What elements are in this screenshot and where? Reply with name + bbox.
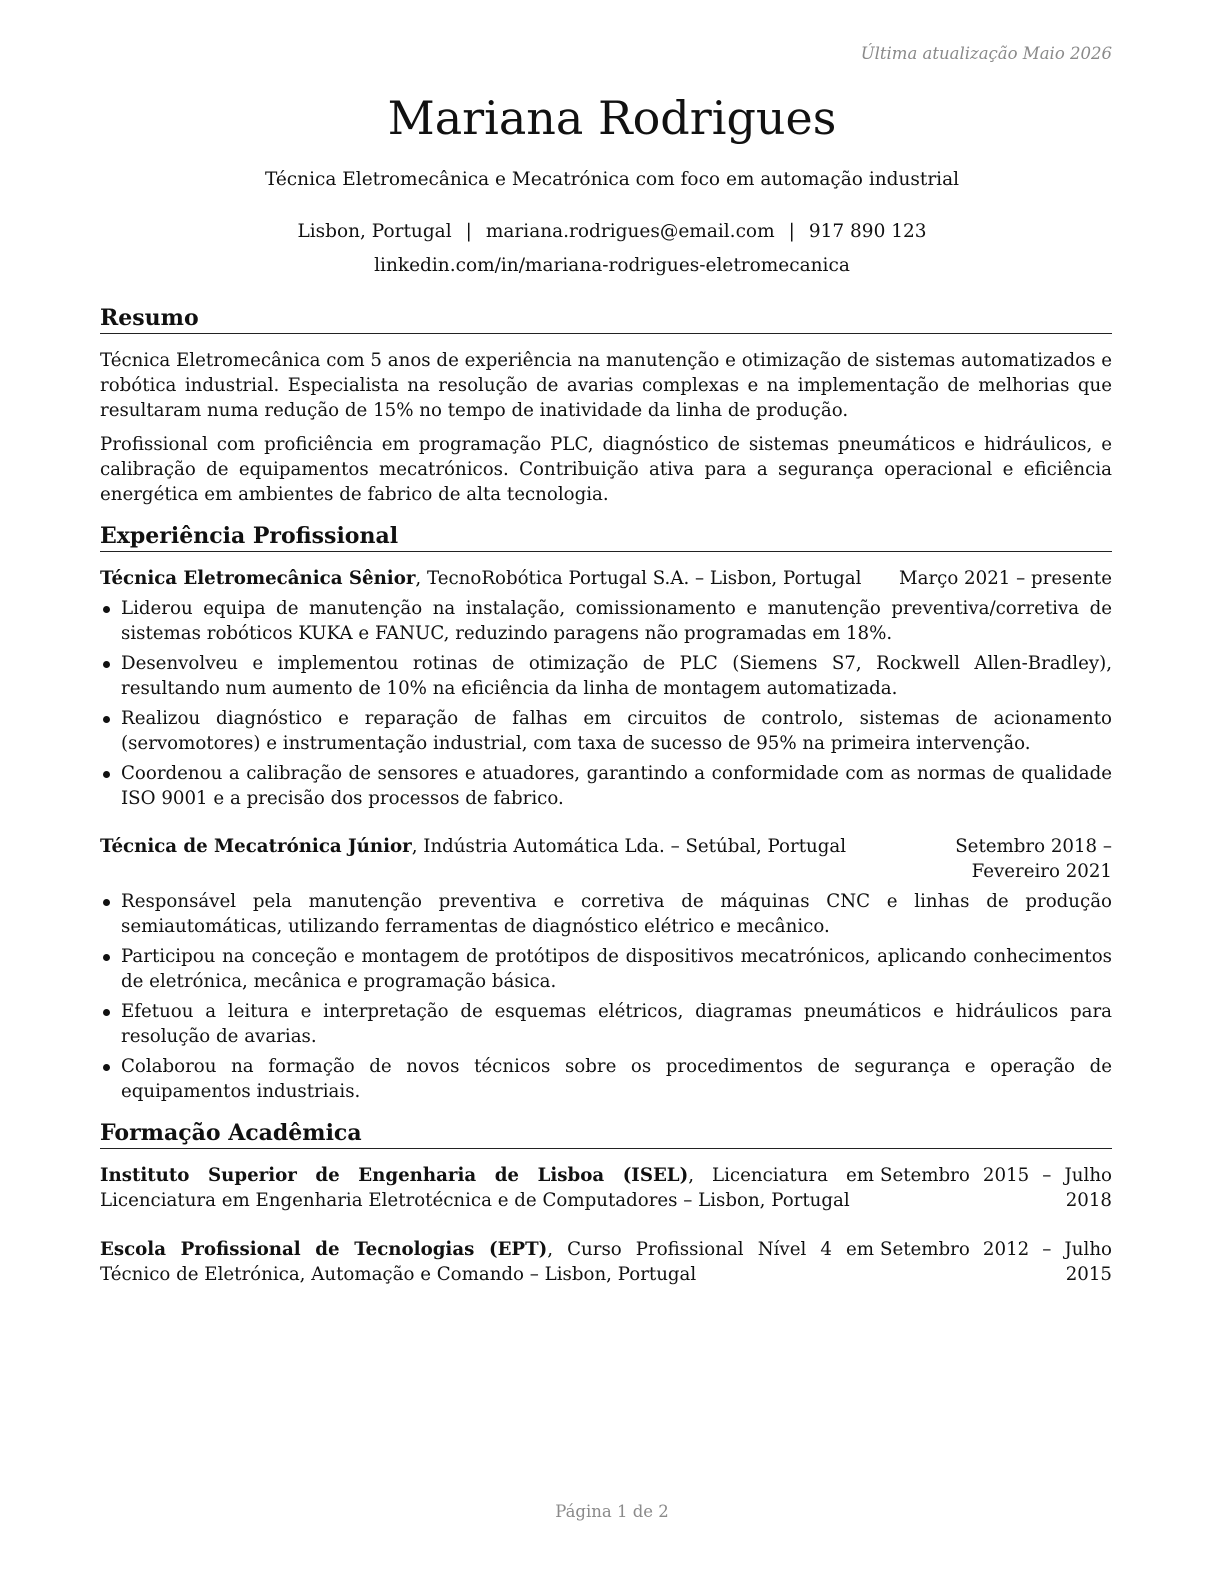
bullet-dot bbox=[103, 954, 110, 961]
job-company: , Indústria Automática Lda. – Setúbal, Portugal bbox=[411, 836, 847, 857]
job-role: Técnica Eletromecânica Sênior bbox=[100, 568, 416, 589]
job-header bbox=[100, 834, 1112, 884]
education-dates: Setembro 2015 – Julho 2018 bbox=[880, 1165, 1112, 1211]
page-number: Página 1 de 2 bbox=[555, 1502, 669, 1521]
school-name: Instituto Superior de Engenharia de Lisboa (ISEL) bbox=[100, 1165, 689, 1186]
section-title-education: Formação Acadêmica bbox=[100, 1119, 1112, 1149]
bullet-dot bbox=[103, 1009, 110, 1016]
summary-paragraph: Profissional com proficiência em programação PLC, diagnóstico de sistemas pneumáticos e hidráulicos, e calibração de equipamentos mecatrónicos. Contribuição ativa para a segurança operacional e eficiência energética em ambientes de fabrico de alta tecnologia. bbox=[100, 434, 1112, 505]
job-bullets bbox=[100, 889, 1112, 1104]
list-item: Liderou equipa de manutenção na instalação, comissionamento e manutenção preventiva/corretiva de sistemas robóticos KUKA e FANUC, reduzindo paragens não programadas em 18%. bbox=[100, 596, 1112, 646]
linkedin-link[interactable]: linkedin.com/in/mariana-rodrigues-eletromecanica bbox=[374, 255, 850, 276]
section-title-summary: Resumo bbox=[100, 304, 1112, 334]
location: Lisbon, Portugal bbox=[297, 221, 452, 242]
school-name: Escola Profissional de Tecnologias (EPT) bbox=[100, 1239, 548, 1260]
education-section bbox=[100, 1119, 1112, 1287]
bullet-dot bbox=[103, 716, 110, 723]
bullet-dot bbox=[103, 899, 110, 906]
summary-paragraph: Técnica Eletromecânica com 5 anos de experiência na manutenção e otimização de sistemas automatizados e robótica industrial. Especialista na resolução de avarias complexas e na implementação de melhorias que resultaram numa redução de 15% no tempo de inatividade da linha de produção. bbox=[100, 350, 1112, 421]
bullet-dot bbox=[103, 606, 110, 613]
list-item: Responsável pela manutenção preventiva e corretiva de máquinas CNC e linhas de produção semiautomáticas, utilizando ferramentas de diagnóstico elétrico e mecânico. bbox=[100, 889, 1112, 939]
tagline: Técnica Eletromecânica e Mecatrónica com foco em automação industrial bbox=[264, 169, 960, 190]
summary-section bbox=[100, 304, 1112, 507]
job-dates: Março 2021 – presente bbox=[898, 568, 1112, 589]
last-updated: Última atualização Maio 2026 bbox=[860, 44, 1112, 63]
list-item: Colaborou na formação de novos técnicos sobre os procedimentos de segurança e operação de equipamentos industriais. bbox=[100, 1054, 1112, 1104]
bullet-dot bbox=[103, 1064, 110, 1071]
bullet-dot bbox=[103, 771, 110, 778]
list-item: Realizou diagnóstico e reparação de falhas em circuitos de controlo, sistemas de acionamento (servomotores) e instrumentação industrial, com taxa de sucesso de 95% na primeira intervenção. bbox=[100, 706, 1112, 756]
degree: , Curso Profissional Nível 4 em Técnico de Eletrónica, Automação e Comando – Lisbon, Portugal bbox=[100, 1239, 875, 1285]
person-name: Mariana Rodrigues bbox=[387, 91, 837, 145]
list-item: Participou na conceção e montagem de protótipos de dispositivos mecatrónicos, aplicando conhecimentos de eletrónica, mecânica e programação básica. bbox=[100, 944, 1112, 994]
list-item: Efetuou a leitura e interpretação de esquemas elétricos, diagramas pneumáticos e hidráulicos para resolução de avarias. bbox=[100, 999, 1112, 1049]
job-bullets bbox=[100, 596, 1112, 811]
education-dates: Setembro 2012 – Julho 2015 bbox=[880, 1239, 1112, 1285]
job-role: Técnica de Mecatrónica Júnior bbox=[100, 836, 412, 857]
phone-number: 917 890 123 bbox=[808, 221, 927, 242]
experience-section bbox=[100, 522, 1112, 1104]
separator: | bbox=[465, 221, 472, 242]
job-company: , TecnoRobótica Portugal S.A. – Lisbon, Portugal bbox=[415, 568, 862, 589]
bullet-dot bbox=[103, 661, 110, 668]
education-entry bbox=[100, 1237, 1112, 1287]
education-entry bbox=[100, 1163, 1112, 1213]
degree: , Licenciatura em Licenciatura em Engenharia Eletrotécnica e de Computadores – Lisbon, Portugal bbox=[100, 1165, 874, 1211]
section-title-experience: Experiência Profissional bbox=[100, 522, 1112, 552]
email-link[interactable]: mariana.rodrigues@email.com bbox=[485, 221, 775, 242]
list-item: Desenvolveu e implementou rotinas de otimização de PLC (Siemens S7, Rockwell Allen-Bradley), resultando num aumento de 10% na eficiência da linha de montagem automatizada. bbox=[100, 651, 1112, 701]
job-header bbox=[100, 566, 1112, 591]
contact-line bbox=[0, 219, 1224, 245]
separator: | bbox=[788, 221, 795, 242]
list-item: Coordenou a calibração de sensores e atuadores, garantindo a conformidade com as normas de qualidade ISO 9001 e a precisão dos processos de fabrico. bbox=[100, 761, 1112, 811]
job-dates: Setembro 2018 – Fevereiro 2021 bbox=[955, 836, 1112, 882]
